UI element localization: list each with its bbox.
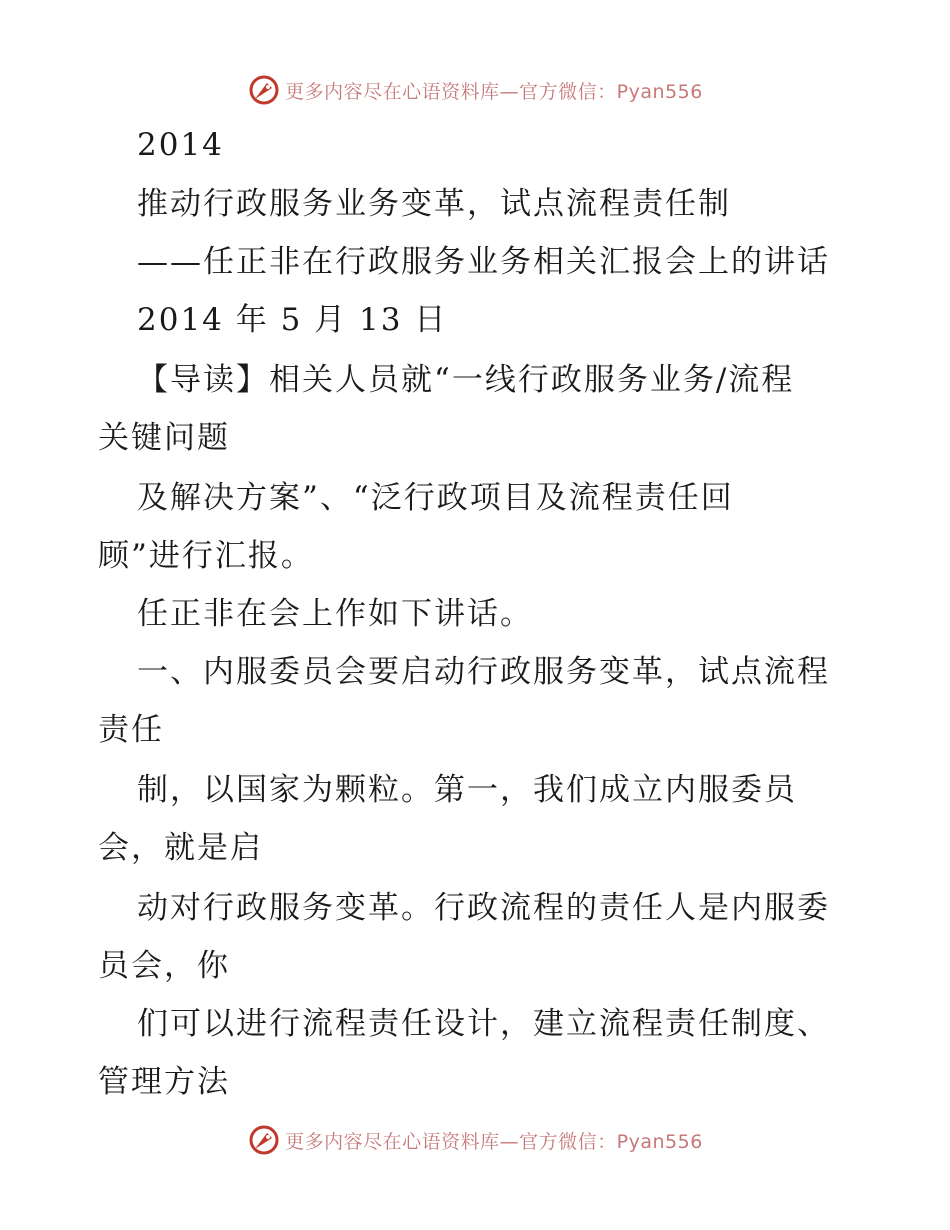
document-subtitle: ——任正非在行政服务业务相关汇报会上的讲话 (137, 244, 830, 280)
paragraph-line: 管理方法 (98, 1064, 230, 1100)
section-heading: 一、内服委员会要启动行政服务变革，试点流程 (137, 654, 830, 690)
paragraph-line: 制，以国家为颗粒。第一，我们成立内服委员 (137, 772, 797, 808)
footer-banner (0, 1120, 950, 1160)
document-title: 推动行政服务业务变革，试点流程责任制 (137, 186, 731, 222)
paragraph-line: 责任 (98, 712, 164, 748)
year-line: 2014 (137, 127, 224, 163)
pen-nib-logo-icon (247, 1123, 281, 1157)
footer-banner-text: 更多内容尽在心语资料库—官方微信：Pyan556 (285, 1130, 703, 1153)
paragraph-line: 会，就是启 (98, 830, 263, 866)
document-date: 2014 年 5 月 13 日 (137, 302, 448, 338)
paragraph-line: 员会，你 (98, 948, 230, 984)
paragraph-line: 们可以进行流程责任设计，建立流程责任制度、 (137, 1006, 830, 1042)
paragraph-line: 顾”进行汇报。 (98, 538, 314, 574)
paragraph-line: 任正非在会上作如下讲话。 (137, 596, 533, 632)
paragraph-line: 及解决方案”、“泛行政项目及流程责任回 (137, 480, 734, 516)
paragraph-line: 关键问题 (98, 420, 230, 456)
paragraph-line: 动对行政服务变革。行政流程的责任人是内服委 (137, 890, 830, 926)
paragraph-line: 【导读】相关人员就“一线行政服务业务/流程 (137, 362, 795, 398)
header-banner-text: 更多内容尽在心语资料库—官方微信：Pyan556 (285, 80, 703, 103)
